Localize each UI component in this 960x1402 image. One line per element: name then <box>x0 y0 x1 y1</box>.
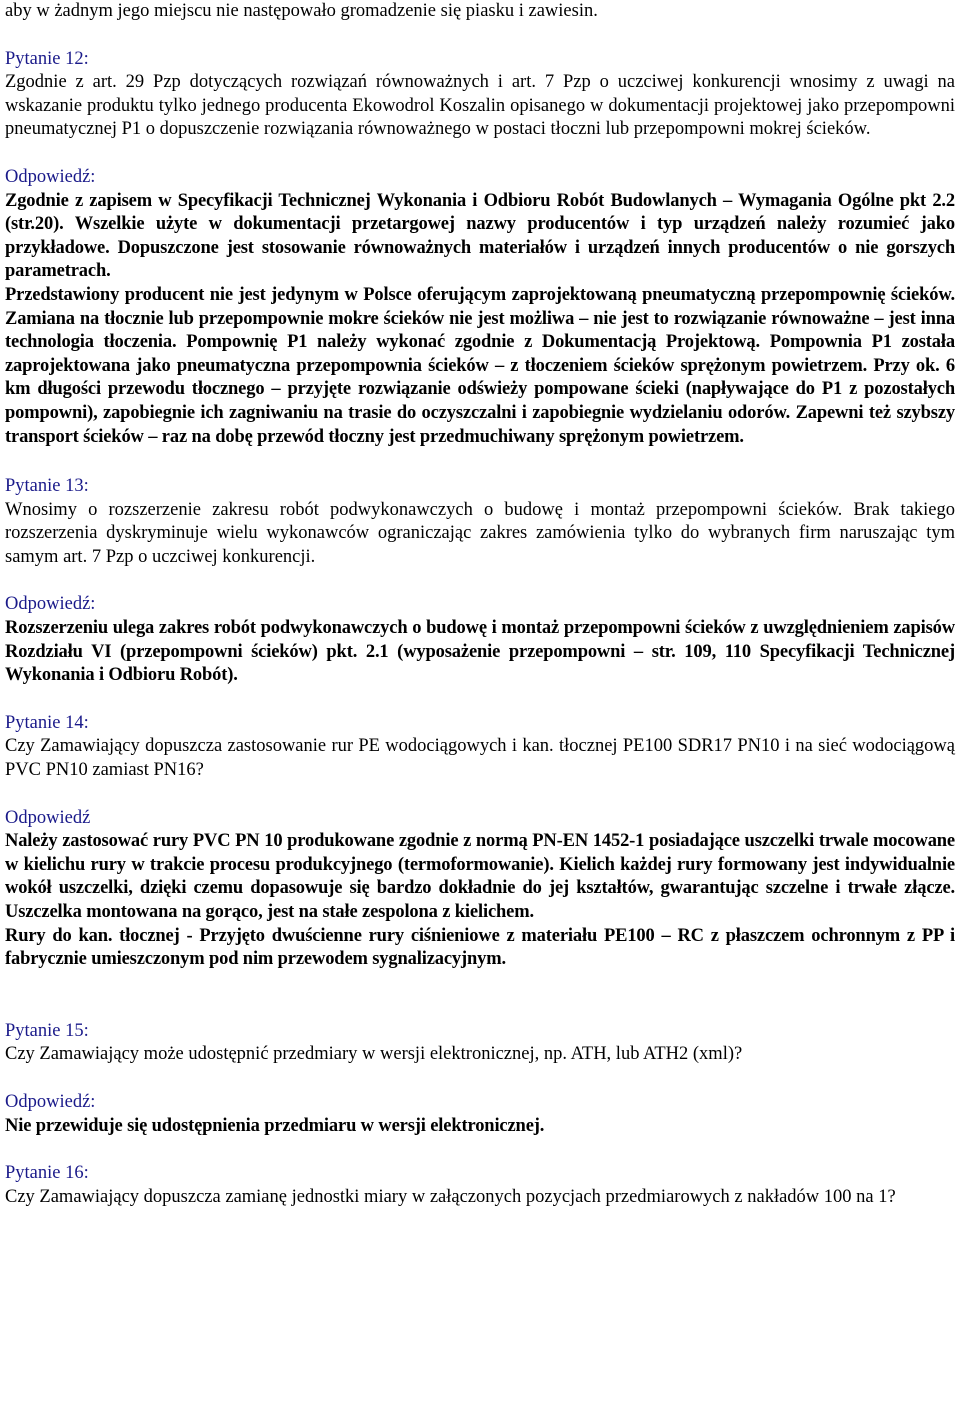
spacer <box>5 24 955 48</box>
answer-15-label: Odpowiedź: <box>5 1091 96 1112</box>
question-14-section <box>5 712 955 972</box>
question-13-label: Pytanie 13: <box>5 476 89 497</box>
spacer <box>5 1138 955 1162</box>
question-16-text: Czy Zamawiający dopuszcza zamianę jednostki miary w załączonych pozycjach przedmiarowych z nakładów 100 na 1? <box>5 1186 896 1207</box>
answer-14-paragraph-1: Należy zastosować rury PVC PN 10 produkowane zgodnie z normą PN-EN 1452-1 posiadające uszczelki trwale mocowane w kielichu rury w trakcie procesu produkcyjnego (termoformowanie). Kielich każdej rury formowany jest indywidualnie wokół uszczelki, dzięki czemu dopasowuje się bardzo dokładnie do jej kształtów, gwarantując szczelne i trwałe złącze. Uszczelka montowana na gorąco, jest na stałe zespolona z kielichem. <box>5 831 955 922</box>
question-16-label: Pytanie 16: <box>5 1163 89 1184</box>
spacer <box>5 1067 955 1091</box>
question-14-label: Pytanie 14: <box>5 712 89 733</box>
spacer <box>5 449 955 475</box>
question-13-section <box>5 475 955 688</box>
spacer <box>5 688 955 712</box>
spacer <box>5 972 955 1020</box>
question-14-text: Czy Zamawiający dopuszcza zastosowanie rur PE wodociągowych i kan. tłocznej PE100 SDR17 PN10 i na sieć wodociągową PVC PN10 zamiast PN16? <box>5 736 955 781</box>
spacer <box>5 569 955 593</box>
question-16-section <box>5 1162 955 1209</box>
answer-12-paragraph-2: Przedstawiony producent nie jest jedynym w Polsce oferującym zaprojektowaną pneumatyczną przepompownię ścieków. Zamiana na tłocznie lub przepompownie mokre ścieków nie jest możliwa – nie jest to rozwiązanie równoważne – jest inna technologia tłoczenia. Pompownię P1 należy wykonać zgodnie z Dokumentacją Projektową. Pompownia P1 została zaprojektowana jako pneumatyczna przepompownia ścieków – z tłoczeniem ścieków sprężonym powietrzem. Przy ok. 6 km długości przewodu tłocznego – przyjęte rozwiązanie odświeży pompowane ścieki (napływające do P1 z pozostałych pompowni), zapobiegnie ich zagniwaniu na trasie do oczyszczalni i zapobiegnie wydzielaniu odorów. Zapewni też szybszy transport ścieków – raz na dobę przewód tłoczny jest przedmuchiwany sprężonym powietrzem. <box>5 284 955 447</box>
continuation-line: aby w żadnym jego miejscu nie następowało gromadzenie się piasku i zawiesin. <box>5 1 598 21</box>
question-15-label: Pytanie 15: <box>5 1020 89 1041</box>
question-13-text: Wnosimy o rozszerzenie zakresu robót podwykonawczych o budowę i montaż przepompowni ścieków. Brak takiego rozszerzenia dyskryminuje wielu wykonawców ograniczając zakres zamówienia tylko do wybranych firm naruszając tym samym art. 7 Pzp o uczciwej konkurencji. <box>5 499 955 567</box>
question-15-text: Czy Zamawiający może udostępnić przedmiary w wersji elektronicznej, np. ATH, lub ATH2 (xml)? <box>5 1044 743 1065</box>
question-12-label: Pytanie 12: <box>5 48 89 69</box>
answer-13-text: Rozszerzeniu ulega zakres robót podwykonawczych o budowę i montaż przepompowni ścieków z uwzględnieniem zapisów Rozdziału VI (przepompowni ścieków) pkt. 2.1 (wyposażenie przepompowni – str. 109, 110 Specyfikacji Technicznej Wykonania i Odbioru Robót). <box>5 618 955 686</box>
answer-12-label: Odpowiedź: <box>5 166 96 187</box>
question-12-text: Zgodnie z art. 29 Pzp dotyczących rozwiązań równoważnych i art. 7 Pzp o uczciwej konkurencji wnosimy z uwagi na wskazanie produktu tylko jednego producenta Ekowodrol Koszalin opisanego w dokumentacji projektowej jako przepompowni pneumatycznej P1 o dopuszczenie rozwiązania równoważnego w postaci tłoczni lub przepompowni mokrej ścieków. <box>5 72 955 140</box>
answer-15-text: Nie przewiduje się udostępnienia przedmiaru w wersji elektronicznej. <box>5 1115 545 1136</box>
question-12-section <box>5 48 955 450</box>
spacer <box>5 783 955 807</box>
answer-14-label: Odpowiedź <box>5 807 91 828</box>
spacer <box>5 142 955 166</box>
answer-12-paragraph-1: Zgodnie z zapisem w Specyfikacji Technicznej Wykonania i Odbioru Robót Budowlanych – Wymagania Ogólne pkt 2.2 (str.20). Wszelkie użyte w dokumentacji przetargowej nazwy producentów i typ urządzeń należy rozumieć jako przykładowe. Dopuszczone jest stosowanie równoważnych materiałów i urządzeń innych producentów o nie gorszych parametrach. <box>5 190 955 282</box>
answer-14-paragraph-2: Rury do kan. tłocznej - Przyjęto dwuścienne rury ciśnieniowe z materiału PE100 – RC z płaszczem ochronnym z PP i fabrycznie umieszczonym pod nim przewodem sygnalizacyjnym. <box>5 925 955 970</box>
answer-13-label: Odpowiedź: <box>5 594 96 615</box>
question-15-section <box>5 1020 955 1138</box>
